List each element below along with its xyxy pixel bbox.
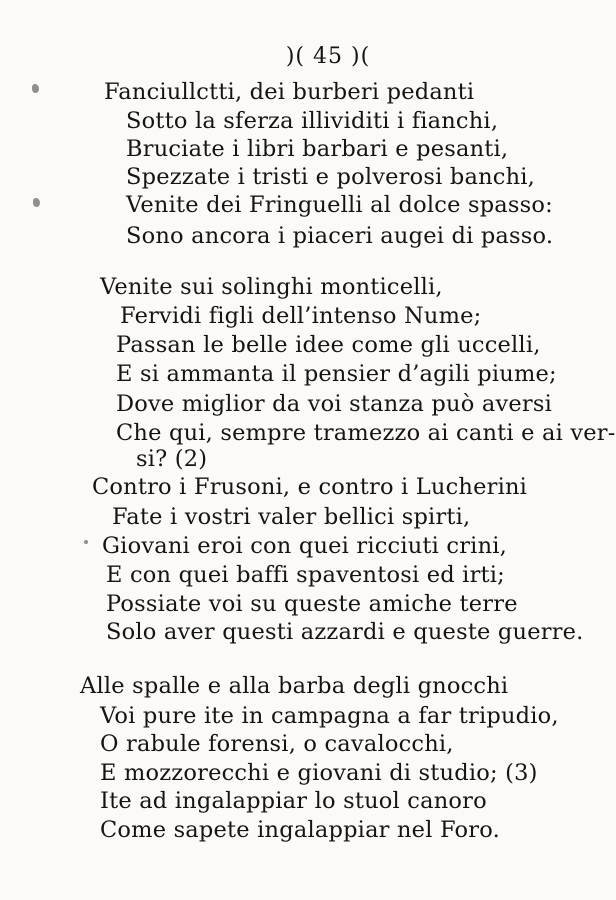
- verse-line: Fate i vostri valer bellici spirti,: [112, 504, 471, 530]
- verse-line: Alle spalle e alla barba degli gnocchi: [80, 673, 509, 699]
- verse-line: Ite ad ingalappiar lo stuol canoro: [100, 788, 487, 814]
- verse-line: Giovani eroi con quei ricciuti crini,: [102, 533, 508, 559]
- verse-line: Solo aver questi azzardi e queste guerre.: [106, 619, 584, 645]
- verse-line: Venite sui solinghi monticelli,: [100, 274, 443, 300]
- folio-ornament-right: )(: [351, 44, 371, 69]
- verse-line: Sono ancora i piaceri augei di passo.: [126, 223, 554, 249]
- verse-line: Spezzate i tristi e polverosi banchi,: [126, 164, 536, 190]
- verse-line: E con quei baffi spaventosi ed irti;: [106, 562, 505, 588]
- page-number-header: [0, 44, 616, 69]
- verse-line: Passan le belle idee come gli uccelli,: [116, 332, 541, 358]
- margin-speck: [33, 198, 40, 207]
- verse-line: E si ammanta il pensier d’agili piume;: [116, 361, 557, 387]
- verse-line: Voi pure ite in campagna a far tripudio,: [100, 703, 559, 729]
- verse-line: Come sapete ingalappiar nel Foro.: [100, 817, 500, 843]
- verse-line: si? (2): [136, 446, 208, 472]
- verse-line: O rabule forensi, o cavalocchi,: [100, 731, 454, 757]
- verse-line: Possiate voi su queste amiche terre: [106, 591, 518, 617]
- verse-line: E mozzorecchi e giovani di studio; (3): [100, 760, 538, 786]
- margin-speck: [84, 540, 88, 544]
- verse-line: Venite dei Fringuelli al dolce spasso:: [126, 192, 553, 218]
- verse-line: Dove miglior da voi stanza può aversi: [116, 391, 552, 417]
- verse-line: Contro i Frusoni, e contro i Lucherini: [92, 474, 528, 500]
- verse-line: Fervidi figli dell’intenso Nume;: [120, 303, 482, 329]
- folio-ornament-left: )(: [285, 44, 305, 69]
- verse-line: Fanciullctti, dei burberi pedanti: [104, 79, 475, 105]
- page-number: 45: [313, 44, 343, 69]
- margin-speck: [32, 84, 39, 93]
- verse-line: Che qui, sempre tramezzo ai canti e ai ver-: [116, 420, 616, 446]
- verse-line: Bruciate i libri barbari e pesanti,: [126, 136, 509, 162]
- verse-line: Sotto la sferza illividiti i fianchi,: [126, 108, 499, 134]
